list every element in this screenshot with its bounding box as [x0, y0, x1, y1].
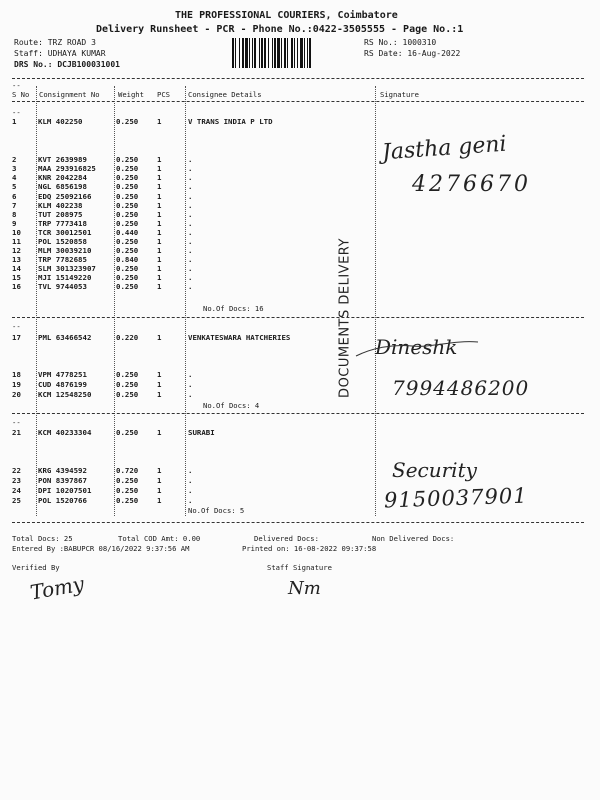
- consignee: VENKATESWARA HATCHERIES: [188, 333, 291, 342]
- weight: 0.250: [116, 496, 139, 505]
- weight: 0.250: [116, 117, 139, 126]
- col-pcs-header: PCS: [157, 90, 170, 99]
- pcs: 1: [157, 201, 162, 210]
- sno: 12: [12, 246, 21, 255]
- barcode-bar: [245, 38, 248, 68]
- table-row[interactable]: [0, 466, 600, 476]
- barcode-bar: [300, 38, 303, 68]
- consignment-no: MLM 30039210: [38, 246, 92, 255]
- consignment-no: KCM 40233304: [38, 428, 92, 437]
- sno: 1: [12, 117, 17, 126]
- weight: 0.250: [116, 486, 139, 495]
- consignee: .: [188, 486, 193, 495]
- pcs: 1: [157, 476, 162, 485]
- consignee: .: [188, 201, 193, 210]
- signature-2-name: Dineshk: [375, 335, 458, 359]
- drs-number: DRS No.: DCJB100031001: [14, 60, 120, 69]
- pcs: 1: [157, 496, 162, 505]
- sno: 22: [12, 466, 21, 475]
- consignee: SURABI: [188, 428, 215, 437]
- weight: 0.250: [116, 219, 139, 228]
- docs-count: No.Of Docs: 4: [203, 401, 260, 410]
- sno: 3: [12, 164, 17, 173]
- consignee: .: [188, 219, 193, 228]
- consignment-no: TRP 7773418: [38, 219, 87, 228]
- consignment-no: KNR 2042284: [38, 173, 87, 182]
- barcode-bar: [249, 38, 250, 68]
- barcode-bar: [284, 38, 286, 68]
- sno: 14: [12, 264, 21, 273]
- barcode-bar: [304, 38, 305, 68]
- pcs: 1: [157, 380, 162, 389]
- consignment-no: SLM 301323907: [38, 264, 96, 273]
- signature-3-name: Security: [392, 458, 477, 482]
- pcs: 1: [157, 192, 162, 201]
- pcs: 1: [157, 390, 162, 399]
- consignee: .: [188, 155, 193, 164]
- weight: 0.250: [116, 264, 139, 273]
- pcs: 1: [157, 155, 162, 164]
- consignee: .: [188, 282, 193, 291]
- divider-header: [12, 101, 584, 102]
- signature-2-phone: 7994486200: [392, 376, 530, 400]
- sno: 6: [12, 192, 17, 201]
- weight: 0.250: [116, 282, 139, 291]
- consignee: .: [188, 192, 193, 201]
- barcode-bar: [307, 38, 308, 68]
- consignment-no: EDQ 25092166: [38, 192, 92, 201]
- consignee: .: [188, 380, 193, 389]
- consignment-no: NGL 6856198: [38, 182, 87, 191]
- sno: 10: [12, 228, 21, 237]
- barcode-bar: [294, 38, 295, 68]
- rs-number: RS No.: 1000310: [364, 38, 437, 47]
- consignee: .: [188, 164, 193, 173]
- pcs: 1: [157, 428, 162, 437]
- consignee: .: [188, 173, 193, 182]
- sno: 8: [12, 210, 17, 219]
- table-row[interactable]: [0, 428, 600, 438]
- sno: 18: [12, 370, 21, 379]
- sno: 4: [12, 173, 17, 182]
- consignment-no: TVL 9744053: [38, 282, 87, 291]
- dashes-mark: --: [12, 108, 21, 117]
- sno: 19: [12, 380, 21, 389]
- consignee: .: [188, 390, 193, 399]
- sno: 9: [12, 219, 17, 228]
- weight: 0.440: [116, 228, 139, 237]
- consignee: .: [188, 228, 193, 237]
- weight: 0.840: [116, 255, 139, 264]
- company-title: THE PROFESSIONAL COURIERS, Coimbatore: [175, 10, 398, 21]
- consignee: .: [188, 246, 193, 255]
- barcode-bar: [261, 38, 263, 68]
- consignment-no: MJI 15149220: [38, 273, 92, 282]
- pcs: 1: [157, 333, 162, 342]
- consignment-no: KLM 402238: [38, 201, 83, 210]
- col-separator: [185, 86, 186, 516]
- group-divider: [12, 413, 584, 414]
- col-separator: [114, 86, 115, 516]
- sno: 15: [12, 273, 21, 282]
- consignment-no: VPM 4778251: [38, 370, 87, 379]
- pcs: 1: [157, 228, 162, 237]
- sno: 7: [12, 201, 17, 210]
- sno: 23: [12, 476, 21, 485]
- weight: 0.250: [116, 173, 139, 182]
- pcs: 1: [157, 237, 162, 246]
- consignment-no: CUD 4876199: [38, 380, 87, 389]
- sno: 24: [12, 486, 21, 495]
- consignee: .: [188, 255, 193, 264]
- consignment-no: POL 1520766: [38, 496, 87, 505]
- verified-initials: Tomy: [28, 571, 86, 605]
- pcs: 1: [157, 466, 162, 475]
- consignment-no: TRP 7782685: [38, 255, 87, 264]
- barcode-bar: [235, 38, 236, 68]
- divider-top: [12, 78, 584, 79]
- barcode-bar: [272, 38, 273, 68]
- entered-by: Entered By :BABUPCR 08/16/2022 9:37:56 AM: [12, 544, 190, 553]
- barcode-bar: [274, 38, 276, 68]
- pcs: 1: [157, 255, 162, 264]
- consignee: .: [188, 237, 193, 246]
- weight: 0.720: [116, 466, 139, 475]
- dashes-mark: --: [12, 81, 21, 90]
- consignee: .: [188, 476, 193, 485]
- barcode-bar: [242, 38, 244, 68]
- consignee: .: [188, 466, 193, 475]
- barcode-bar: [259, 38, 260, 68]
- consignment-no: MAA 293916825: [38, 164, 96, 173]
- weight: 0.220: [116, 333, 139, 342]
- consignment-no: KCM 12548250: [38, 390, 92, 399]
- pcs: 1: [157, 173, 162, 182]
- runsheet-subtitle: Delivery Runsheet - PCR - Phone No.:0422-3505555 - Page No.:1: [96, 24, 464, 35]
- pcs: 1: [157, 182, 162, 191]
- consignment-no: TCR 30012501: [38, 228, 92, 237]
- barcode-bar: [252, 38, 253, 68]
- sno: 20: [12, 390, 21, 399]
- total-docs: Total Docs: 25: [12, 534, 73, 543]
- pcs: 1: [157, 264, 162, 273]
- consignee: .: [188, 182, 193, 191]
- col-sno-header: S No: [12, 90, 30, 99]
- consignment-no: KVT 2639989: [38, 155, 87, 164]
- verified-by-label: Verified By: [12, 563, 60, 572]
- weight: 0.250: [116, 476, 139, 485]
- weight: 0.250: [116, 210, 139, 219]
- consignment-no: PML 63466542: [38, 333, 92, 342]
- consignment-no: KLM 402250: [38, 117, 83, 126]
- pcs: 1: [157, 164, 162, 173]
- pcs: 1: [157, 370, 162, 379]
- sno: 5: [12, 182, 17, 191]
- sno: 17: [12, 333, 21, 342]
- pcs: 1: [157, 117, 162, 126]
- barcode-bar: [297, 38, 298, 68]
- pcs: 1: [157, 246, 162, 255]
- rs-date: RS Date: 16-Aug-2022: [364, 49, 461, 58]
- documents-delivery-stamp: DOCUMENTS DELIVERY: [337, 238, 353, 398]
- signature-3-phone: 9150037901: [383, 483, 528, 513]
- barcode-bar: [254, 38, 256, 68]
- route-label: Route: TRZ ROAD 3: [14, 38, 96, 47]
- barcode-bar: [309, 38, 311, 68]
- pcs: 1: [157, 210, 162, 219]
- consignment-no: PON 8397867: [38, 476, 87, 485]
- weight: 0.250: [116, 201, 139, 210]
- printed-on: Printed on: 16-08-2022 09:37:58: [242, 544, 377, 553]
- barcode-bar: [281, 38, 282, 68]
- pcs: 1: [157, 219, 162, 228]
- weight: 0.250: [116, 380, 139, 389]
- table-row[interactable]: [0, 117, 600, 127]
- delivered-docs: Delivered Docs:: [254, 534, 319, 543]
- weight: 0.250: [116, 164, 139, 173]
- barcode-bar: [232, 38, 234, 68]
- col-signature-header: Signature: [380, 90, 419, 99]
- barcode-bar: [291, 38, 293, 68]
- col-consignee-header: Consignee Details: [188, 90, 262, 99]
- barcode-bar: [287, 38, 288, 68]
- weight: 0.250: [116, 428, 139, 437]
- signature-1-name: Jastha geni: [381, 131, 508, 166]
- sno: 16: [12, 282, 21, 291]
- barcode-bar: [277, 38, 280, 68]
- staff-signature-label: Staff Signature: [267, 563, 332, 572]
- barcode-bar: [239, 38, 240, 68]
- barcode-bar: [264, 38, 266, 68]
- group-divider: [12, 317, 584, 318]
- consignee: V TRANS INDIA P LTD: [188, 117, 273, 126]
- signature-1-phone: 4276670: [412, 172, 531, 197]
- pcs: 1: [157, 273, 162, 282]
- dashes-mark: --: [12, 418, 21, 427]
- weight: 0.250: [116, 246, 139, 255]
- weight: 0.250: [116, 182, 139, 191]
- weight: 0.250: [116, 273, 139, 282]
- signature-2-scribble: [352, 330, 482, 366]
- total-cod: Total COD Amt: 0.00: [118, 534, 201, 543]
- weight: 0.250: [116, 370, 139, 379]
- dashes-mark: --: [12, 322, 21, 331]
- weight: 0.250: [116, 390, 139, 399]
- consignment-no: DPI 10207501: [38, 486, 92, 495]
- consignee: .: [188, 210, 193, 219]
- staff-label: Staff: UDHAYA KUMAR: [14, 49, 106, 58]
- table-row[interactable]: [0, 282, 600, 292]
- sno: 25: [12, 496, 21, 505]
- staff-initials: Nm: [288, 578, 321, 599]
- consignment-no: POL 1520858: [38, 237, 87, 246]
- weight: 0.250: [116, 155, 139, 164]
- weight: 0.250: [116, 237, 139, 246]
- non-delivered-docs: Non Delivered Docs:: [372, 534, 455, 543]
- col-weight-header: Weight: [118, 90, 144, 99]
- docs-count: No.Of Docs: 16: [203, 304, 264, 313]
- barcode-bar: [268, 38, 269, 68]
- weight: 0.250: [116, 192, 139, 201]
- pcs: 1: [157, 282, 162, 291]
- consignee: .: [188, 370, 193, 379]
- consignee: .: [188, 496, 193, 505]
- col-separator: [375, 86, 376, 516]
- consignment-no: TUT 208975: [38, 210, 83, 219]
- docs-count: No.Of Docs: 5: [188, 506, 245, 515]
- barcode: [232, 38, 358, 68]
- consignment-no: KRG 4394592: [38, 466, 87, 475]
- consignee: .: [188, 273, 193, 282]
- group-divider: [12, 522, 584, 523]
- consignee: .: [188, 264, 193, 273]
- table-row[interactable]: [0, 333, 600, 343]
- pcs: 1: [157, 486, 162, 495]
- col-consignment-header: Consignment No: [39, 90, 100, 99]
- sno: 11: [12, 237, 21, 246]
- sno: 13: [12, 255, 21, 264]
- sno: 2: [12, 155, 17, 164]
- col-separator: [36, 86, 37, 516]
- sno: 21: [12, 428, 21, 437]
